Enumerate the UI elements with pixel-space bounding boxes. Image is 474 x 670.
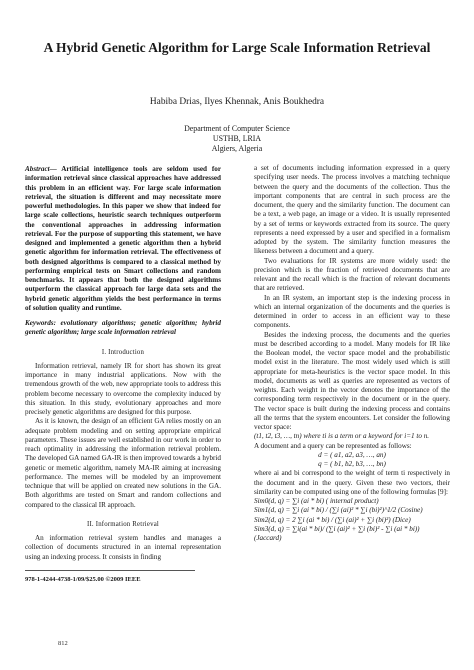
vector-space-definition: (t1, t2, t3, …, tn) where ti is a term or a keyword for i=1 to n. — [254, 432, 430, 441]
section-heading-information-retrieval: II. Information Retrieval — [87, 520, 159, 528]
paper-authors: Habiba Drias, Ilyes Khennak, Anis Boukhedra — [149, 97, 325, 107]
abstract: Abstract— Artificial intelligence tools are seldom used for information retrieval since classical approaches have addressed this problem in an efficient way. For large scale information retrieval, the situation is different and may necessitate more powerful methodologies. In this paper we show that indeed for large scale collections, heuristic search techniques outperform the conventional approaches in addressing information retrieval. For the purpose of supporting this statement, we have designed and implemented a genetic algorithm then a hybrid genetic algorithm for information retrieval. The effectiveness of both designed algorithms is compared to a classical method by performing empirical tests on Smart collections and random benchmarks. It appears that both the designed algorithms outperform the classical approach for large data sets and the hybrid genetic algorithm yields the best performance in terms of solution quality and runtime. — [25, 165, 221, 312]
page-number: 812 — [58, 640, 68, 647]
affiliation — [0, 124, 474, 153]
ir-paragraph-2: a set of documents including information expressed in a query specifying user needs. The process involves a matching technique between the query and the documents of the collection. Thus the important components that are central in such process are the document, the query and the similarity function. The document can be a text, a web page, an image or a video. It is usually represented by a set of terms or keywords extracted from its source. The query represents a need expressed by a user and specified in a formalism adopted by the system. The similarity function measures the likeness between a document and a query. — [254, 164, 450, 256]
keywords-text: evolutionary algorithms; genetic algorithm; hybrid genetic algorithm; large scale information retrieval — [25, 319, 221, 337]
intro-paragraph-1: Information retrieval, namely IR for short has shown its great importance in many industrial applications. Now with the tremendous growth of the web, new appropriate tools to address this problem become necessary to overcome the complexity induced by this situation. In this study, evolutionary approaches and more precisely genetic algorithms are designed for this purpose. — [25, 361, 221, 416]
abstract-text: Artificial intelligence tools are seldom used for information retrieval since classical approaches have addressed this problem in an efficient way. For large scale information retrieval, the situation is different and may necessitate more powerful methodologies. In this paper we show that indeed for large scale collections, heuristic search techniques outperform the conventional approaches in addressing information retrieval. For the purpose of supporting this statement, we have designed and implemented a genetic algorithm then a hybrid genetic algorithm for information retrieval. The effectiveness of both designed algorithms is compared to a classical method by performing empirical tests on Smart collections and random benchmarks. It appears that both the designed algorithms outperform the classical approach for large data sets and the hybrid genetic algorithm yields the best performance in terms of solution quality and runtime. — [25, 165, 221, 312]
affiliation-institution: USTHB, LRIA — [212, 133, 262, 143]
similarity-formula-1: Sim1(d, q) = ∑i (ai * bi) / (∑i (ai)² * ∑i (bi)²)^1/2 (Cosine) — [254, 506, 423, 515]
abstract-label: Abstract — [25, 165, 50, 173]
affiliation-department: Department of Computer Science — [184, 124, 290, 133]
ir-paragraph-5: Besides the indexing process, the documents and the queries must be described according to a model. Many models for IR like the Boolean model, the vector space model and the probabilistic model exist in the literature. The most widely used which is still appropriate for meta-heuristics is the vector space model. In this model, documents as well as queries are represented as vectors of weights. Each weight in the vector denotes the importance of the corresponding term respectively in the document or in the query. The vector space is built during the indexing process and contains all the terms that the system encounters. Let consider the following vector space: — [254, 330, 450, 431]
similarity-formula-2: Sim2(d, q) = 2 ∑i (ai * bi) / (∑i (ai)² + ∑i (bi)²) (Dice) — [254, 515, 411, 524]
ir-paragraph-6: where ai and bi correspond to the weight of term ti respectively in the document and in the query. Given these two vectors, their similarity can be computed using one of the following formulas [9]: — [254, 469, 450, 496]
query-vector-formula: q = ( b1, b2, b3, …, bn) — [318, 460, 386, 468]
ir-paragraph-4: In an IR system, an important step is the indexing process in which an internal organization of the documents and the queries is determined in order to access in an efficient way to these components. — [254, 293, 450, 330]
paper-title: A Hybrid Genetic Algorithm for Large Scale Information Retrieval — [43, 40, 431, 55]
similarity-formula-3: Sim3(d, q) = ∑i(ai * bi)/ (∑i (ai)² + ∑i (bi)² - ∑i (ai * bi)) — [254, 524, 420, 533]
copyright-notice: 978-1-4244-4738-1/09/$25.00 ©2009 IEEE — [25, 570, 195, 584]
section-heading-introduction: I. Introduction — [101, 348, 145, 356]
similarity-formula-3-name: (Jaccard) — [254, 534, 282, 542]
document-vector-formula: d = ( a1, a2, a3, …, an) — [318, 450, 386, 459]
similarity-formula-0: Sim0(d, q) = ∑i (ai * bi) ( internal product) — [254, 497, 379, 505]
keywords-label: Keywords — [25, 319, 54, 327]
ir-paragraph-3: Two evaluations for IR systems are more widely used: the precision which is the fraction of retrieved documents that are relevant and the recall which is the fraction of relevant documents that are retrieved. — [254, 256, 450, 293]
intro-paragraph-2: As it is known, the design of an efficient GA relies mostly on an adequate problem modeling and on setting appropriate empirical parameters. These issues are well established in our work in order to reach optimality in addressing the information retrieval problem. The developed GA named GA-IR is then improved towards a hybrid genetic or memetic algorithm, namely MA-IR aiming at increasing performance. The memes will be modeled by an improvement technique that will be applied on created new solutions in the GA. Both algorithms are tested on Smart and random collections and compared to the classical IR approach. — [25, 417, 221, 509]
keywords: Keywords: evolutionary algorithms; genetic algorithm; hybrid genetic algorithm; large scale information retrieval — [25, 319, 221, 337]
representation-line: A document and a query can be represented as follows: — [254, 441, 412, 450]
right-column — [254, 164, 450, 543]
affiliation-city: Algiers, Algeria — [211, 143, 263, 153]
left-column — [25, 165, 221, 584]
ir-paragraph-1: An information retrieval system handles and manages a collection of documents structured in an internal representation using an indexing process. It consists in finding — [25, 534, 221, 561]
